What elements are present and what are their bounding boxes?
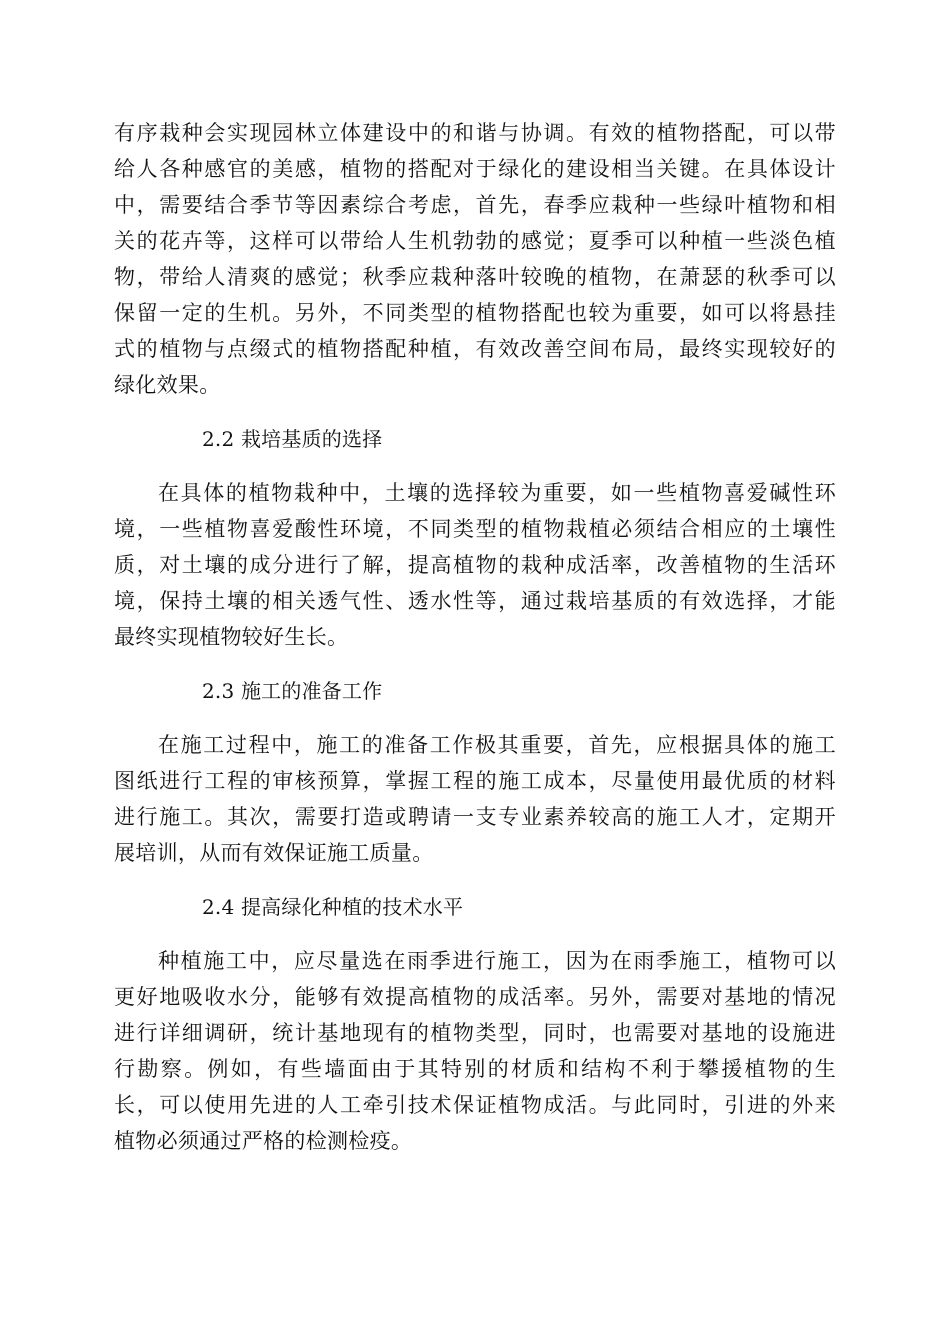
paragraph-plant-arrangement xyxy=(114,115,836,403)
text-line: 行勘察。例如，有些墙面由于其特别的材质和结构不利于攀援植物的生 xyxy=(114,1057,836,1081)
text-line: 境，保持土壤的相关透气性、透水性等，通过栽培基质的有效选择，才能 xyxy=(114,589,836,613)
section-heading-2-2: 2.2 栽培基质的选择 xyxy=(202,427,383,451)
text-line: 式的植物与点缀式的植物搭配种植，有效改善空间布局，最终实现较好的 xyxy=(114,337,836,361)
text-line: 植物必须通过严格的检测检疫。 xyxy=(114,1129,413,1153)
text-line: 在具体的植物栽种中，土壤的选择较为重要，如一些植物喜爱碱性环 xyxy=(158,481,836,505)
text-line: 境，一些植物喜爱酸性环境，不同类型的植物栽植必须结合相应的土壤性 xyxy=(114,517,836,541)
text-line: 进行详细调研，统计基地现有的植物类型，同时，也需要对基地的设施进 xyxy=(114,1021,836,1045)
text-line: 更好地吸收水分，能够有效提高植物的成活率。另外，需要对基地的情况 xyxy=(114,985,836,1009)
text-line: 保留一定的生机。另外，不同类型的植物搭配也较为重要，如可以将悬挂 xyxy=(114,301,836,325)
section-heading-2-4: 2.4 提高绿化种植的技术水平 xyxy=(202,895,464,919)
document-page xyxy=(114,115,836,1159)
text-line: 种植施工中，应尽量选在雨季进行施工，因为在雨季施工，植物可以 xyxy=(158,949,836,973)
text-line: 物，带给人清爽的感觉；秋季应栽种落叶较晚的植物，在萧瑟的秋季可以 xyxy=(114,265,836,289)
text-line: 最终实现植物较好生长。 xyxy=(114,625,349,649)
text-line: 质，对土壤的成分进行了解，提高植物的栽种成活率，改善植物的生活环 xyxy=(114,553,836,577)
paragraph-planting-technique xyxy=(114,943,836,1159)
text-line: 长，可以使用先进的人工牵引技术保证植物成活。与此同时，引进的外来 xyxy=(114,1093,836,1117)
text-line: 中，需要结合季节等因素综合考虑，首先，春季应栽种一些绿叶植物和相 xyxy=(114,193,836,217)
paragraph-construction-preparation xyxy=(114,727,836,871)
text-line: 图纸进行工程的审核预算，掌握工程的施工成本，尽量使用最优质的材料 xyxy=(114,769,836,793)
text-line: 展培训，从而有效保证施工质量。 xyxy=(114,841,434,865)
text-line: 绿化效果。 xyxy=(114,373,221,397)
text-line: 给人各种感官的美感，植物的搭配对于绿化的建设相当关键。在具体设计 xyxy=(114,157,836,181)
text-line: 关的花卉等，这样可以带给人生机勃勃的感觉；夏季可以种植一些淡色植 xyxy=(114,229,836,253)
text-line: 进行施工。其次，需要打造或聘请一支专业素养较高的施工人才，定期开 xyxy=(114,805,836,829)
text-line: 在施工过程中，施工的准备工作极其重要，首先，应根据具体的施工 xyxy=(158,733,836,757)
section-heading-2-3: 2.3 施工的准备工作 xyxy=(202,679,383,703)
paragraph-substrate-selection xyxy=(114,475,836,655)
text-line: 有序栽种会实现园林立体建设中的和谐与协调。有效的植物搭配，可以带 xyxy=(114,121,836,145)
